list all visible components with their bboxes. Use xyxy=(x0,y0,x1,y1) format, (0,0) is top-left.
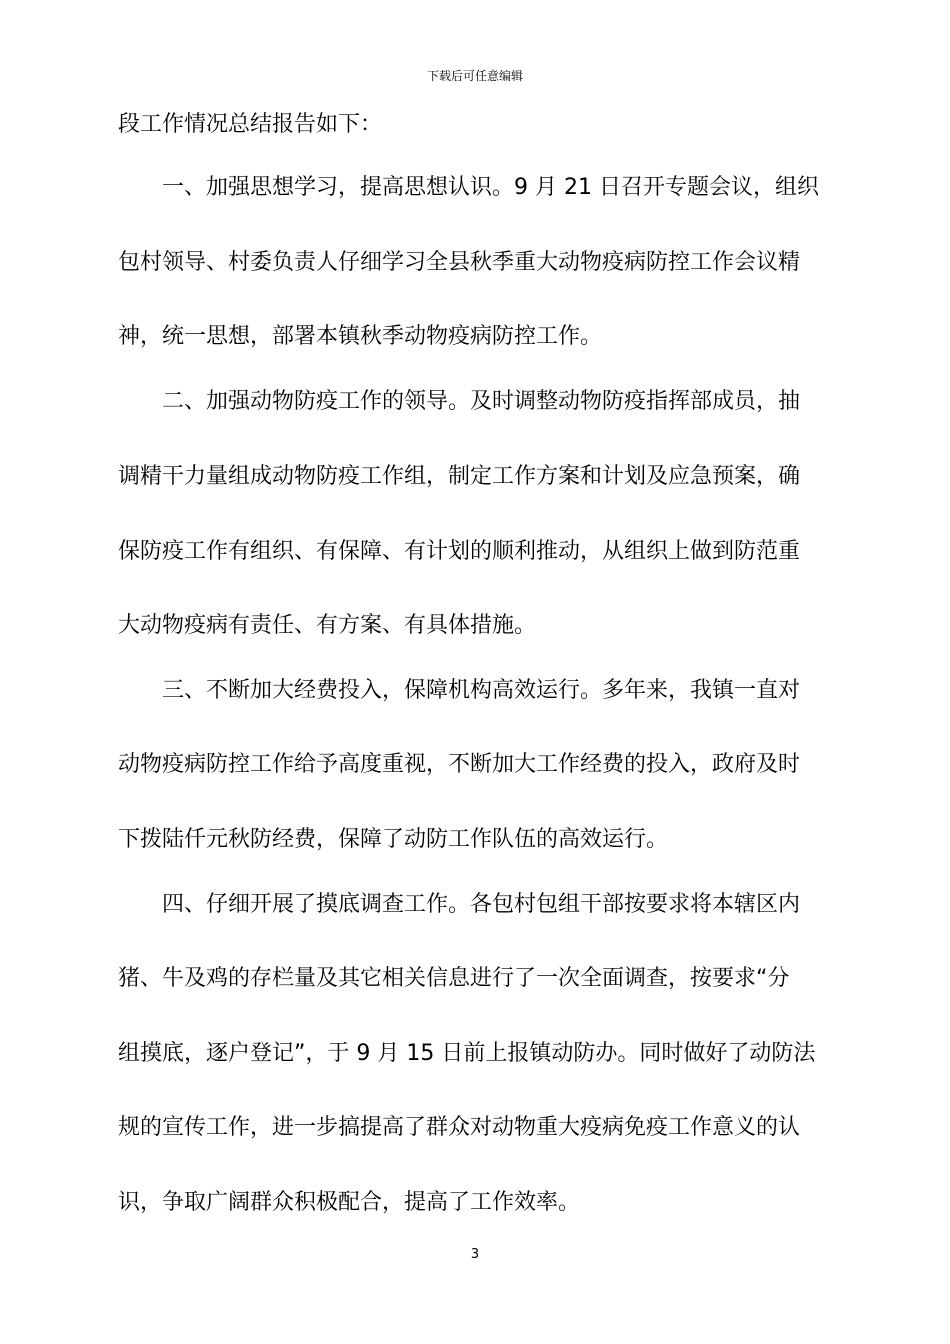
paragraph-4-heading-line: 四、仔细开展了摸底调查工作。各包村包组干部按要求将本辖区内 xyxy=(162,892,801,917)
text-line: 下拨陆仟元秋防经费，保障了动防工作队伍的高效运行。 xyxy=(118,827,669,852)
text-line: 神，统一思想，部署本镇秋季动物疫病防控工作。 xyxy=(118,324,603,349)
paragraph-3-heading-line: 三、不断加大经费投入，保障机构高效运行。多年来，我镇一直对 xyxy=(162,678,801,703)
text-line: 猪、牛及鸡的存栏量及其它相关信息进行了一次全面调查，按要求“分 xyxy=(118,966,790,991)
page-number: 3 xyxy=(470,1247,480,1262)
text-line: 调精干力量组成动物防疫工作组，制定工作方案和计划及应急预案，确 xyxy=(118,464,801,489)
text-line: 动物疫病防控工作给予高度重视，不断加大工作经费的投入，政府及时 xyxy=(118,752,801,777)
text-line: 包村领导、村委负责人仔细学习全县秋季重大动物疫病防控工作会议精 xyxy=(118,250,801,275)
paragraph-1-heading-line: 一、加强思想学习，提高思想认识。9 月 21 日召开专题会议，组织 xyxy=(162,175,819,200)
text-line: 组摸底，逐户登记”，于 9 月 15 日前上报镇动防办。同时做好了动防法 xyxy=(118,1041,816,1066)
text-line: 识，争取广阔群众积极配合，提高了工作效率。 xyxy=(118,1190,581,1215)
page-header-note: 下载后可任意编辑 xyxy=(426,69,523,83)
text-line: 保防疫工作有组织、有保障、有计划的顺利推动，从组织上做到防范重 xyxy=(118,539,801,564)
text-line: 大动物疫病有责任、有方案、有具体措施。 xyxy=(118,613,537,638)
text-line: 段工作情况总结报告如下： xyxy=(118,112,383,137)
text-line: 规的宣传工作，进一步搞提高了群众对动物重大疫病免疫工作意义的认 xyxy=(118,1115,801,1140)
paragraph-2-heading-line: 二、加强动物防疫工作的领导。及时调整动物防疫指挥部成员，抽 xyxy=(162,389,801,414)
